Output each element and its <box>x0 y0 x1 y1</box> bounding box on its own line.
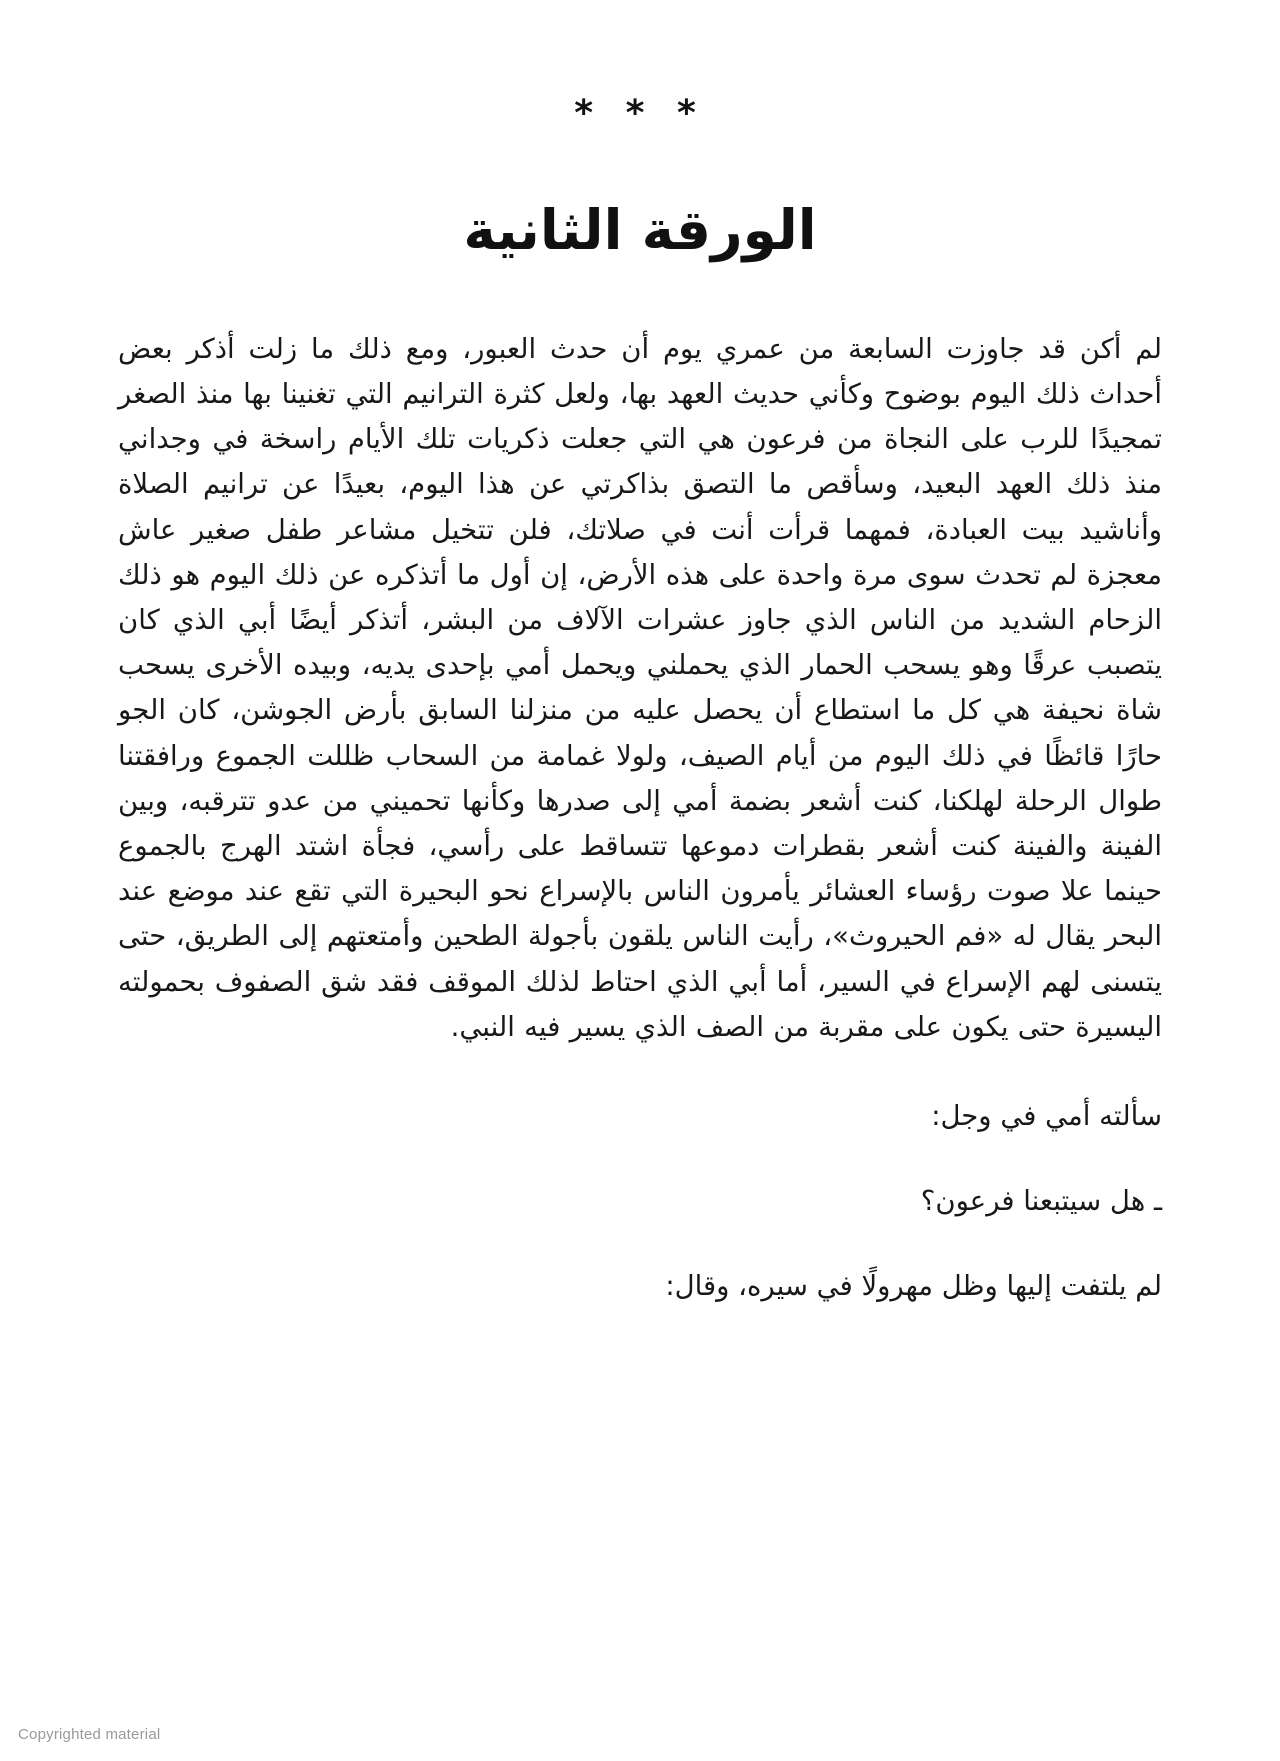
dialogue-line-2: ـ هل سيتبعنا فرعون؟ <box>920 1185 1162 1218</box>
page-title: الورقة الثانية <box>463 198 817 262</box>
copyright-notice: Copyrighted material <box>18 1726 161 1743</box>
dialogue-line-1: سألته أمي في وجل: <box>931 1100 1162 1132</box>
section-separator: * * * <box>574 93 706 134</box>
paragraph-main: لم أكن قد جاوزت السابعة من عمري يوم أن حدث العبور، ومع ذلك ما زلت أذكر بعض أحداث ذلك اليوم بوضوح وكأني حديث العهد بها، ولعل كثرة الترانيم التي تغنينا بها منذ الصغر تمجيدًا للرب على النجاة من فرعون هي التي جعلت ذكريات تلك الأيام راسخة في وجداني منذ ذلك العهد البعيد، وسأقص ما التصق بذاكرتي عن هذا اليوم، بعيدًا عن ترانيم الصلاة وأناشيد بيت العبادة، فمهما قرأت أنت في صلاتك، فلن تتخيل مشاعر طفل صغير عاش معجزة لم تحدث سوى مرة واحدة على هذه الأرض، إن أول ما أتذكره عن ذلك اليوم هو ذلك الزحام الشديد من الناس الذي جاوز عشرات الآلاف من البشر، أتذكر أيضًا أبي الذي كان يتصبب عرقًا وهو يسحب الحمار الذي يحملني ويحمل أمي بإحدى يديه، وبيده الأخرى يسحب شاة نحيفة هي كل ما استطاع أن يحصل عليه من منزلنا السابق بأرض الجوشن، كان الجو حارًا قائظًا في ذلك اليوم من أيام الصيف، ولولا غمامة من السحاب ظللت الجموع ورافقتنا طوال الرحلة لهلكنا، كنت أشعر بضمة أمي إلى صدرها وكأنها تحميني من عدو تترقبه، وبين الفينة والفينة كنت أشعر بقطرات دموعها تتساقط على رأسي، فجأة اشتد الهرج بالجموع حينما علا صوت رؤساء العشائر يأمرون الناس بالإسراع نحو البحيرة التي تقع عند موضع عند البحر يقال له «فم الحيروث»، رأيت الناس يلقون بأجولة الطحين وأمتعتهم إلى الطريق، حتى يتسنى لهم الإسراع في السير، أما أبي الذي احتاط لذلك الموقف فقد شق الصفوف بحمولته اليسيرة حتى يكون على مقربة من الصف الذي يسير فيه النبي. <box>118 332 1162 1043</box>
dialogue-line-3: لم يلتفت إليها وظل مهرولًا في سيره، وقال: <box>665 1270 1162 1303</box>
body-text <box>118 327 1162 1310</box>
